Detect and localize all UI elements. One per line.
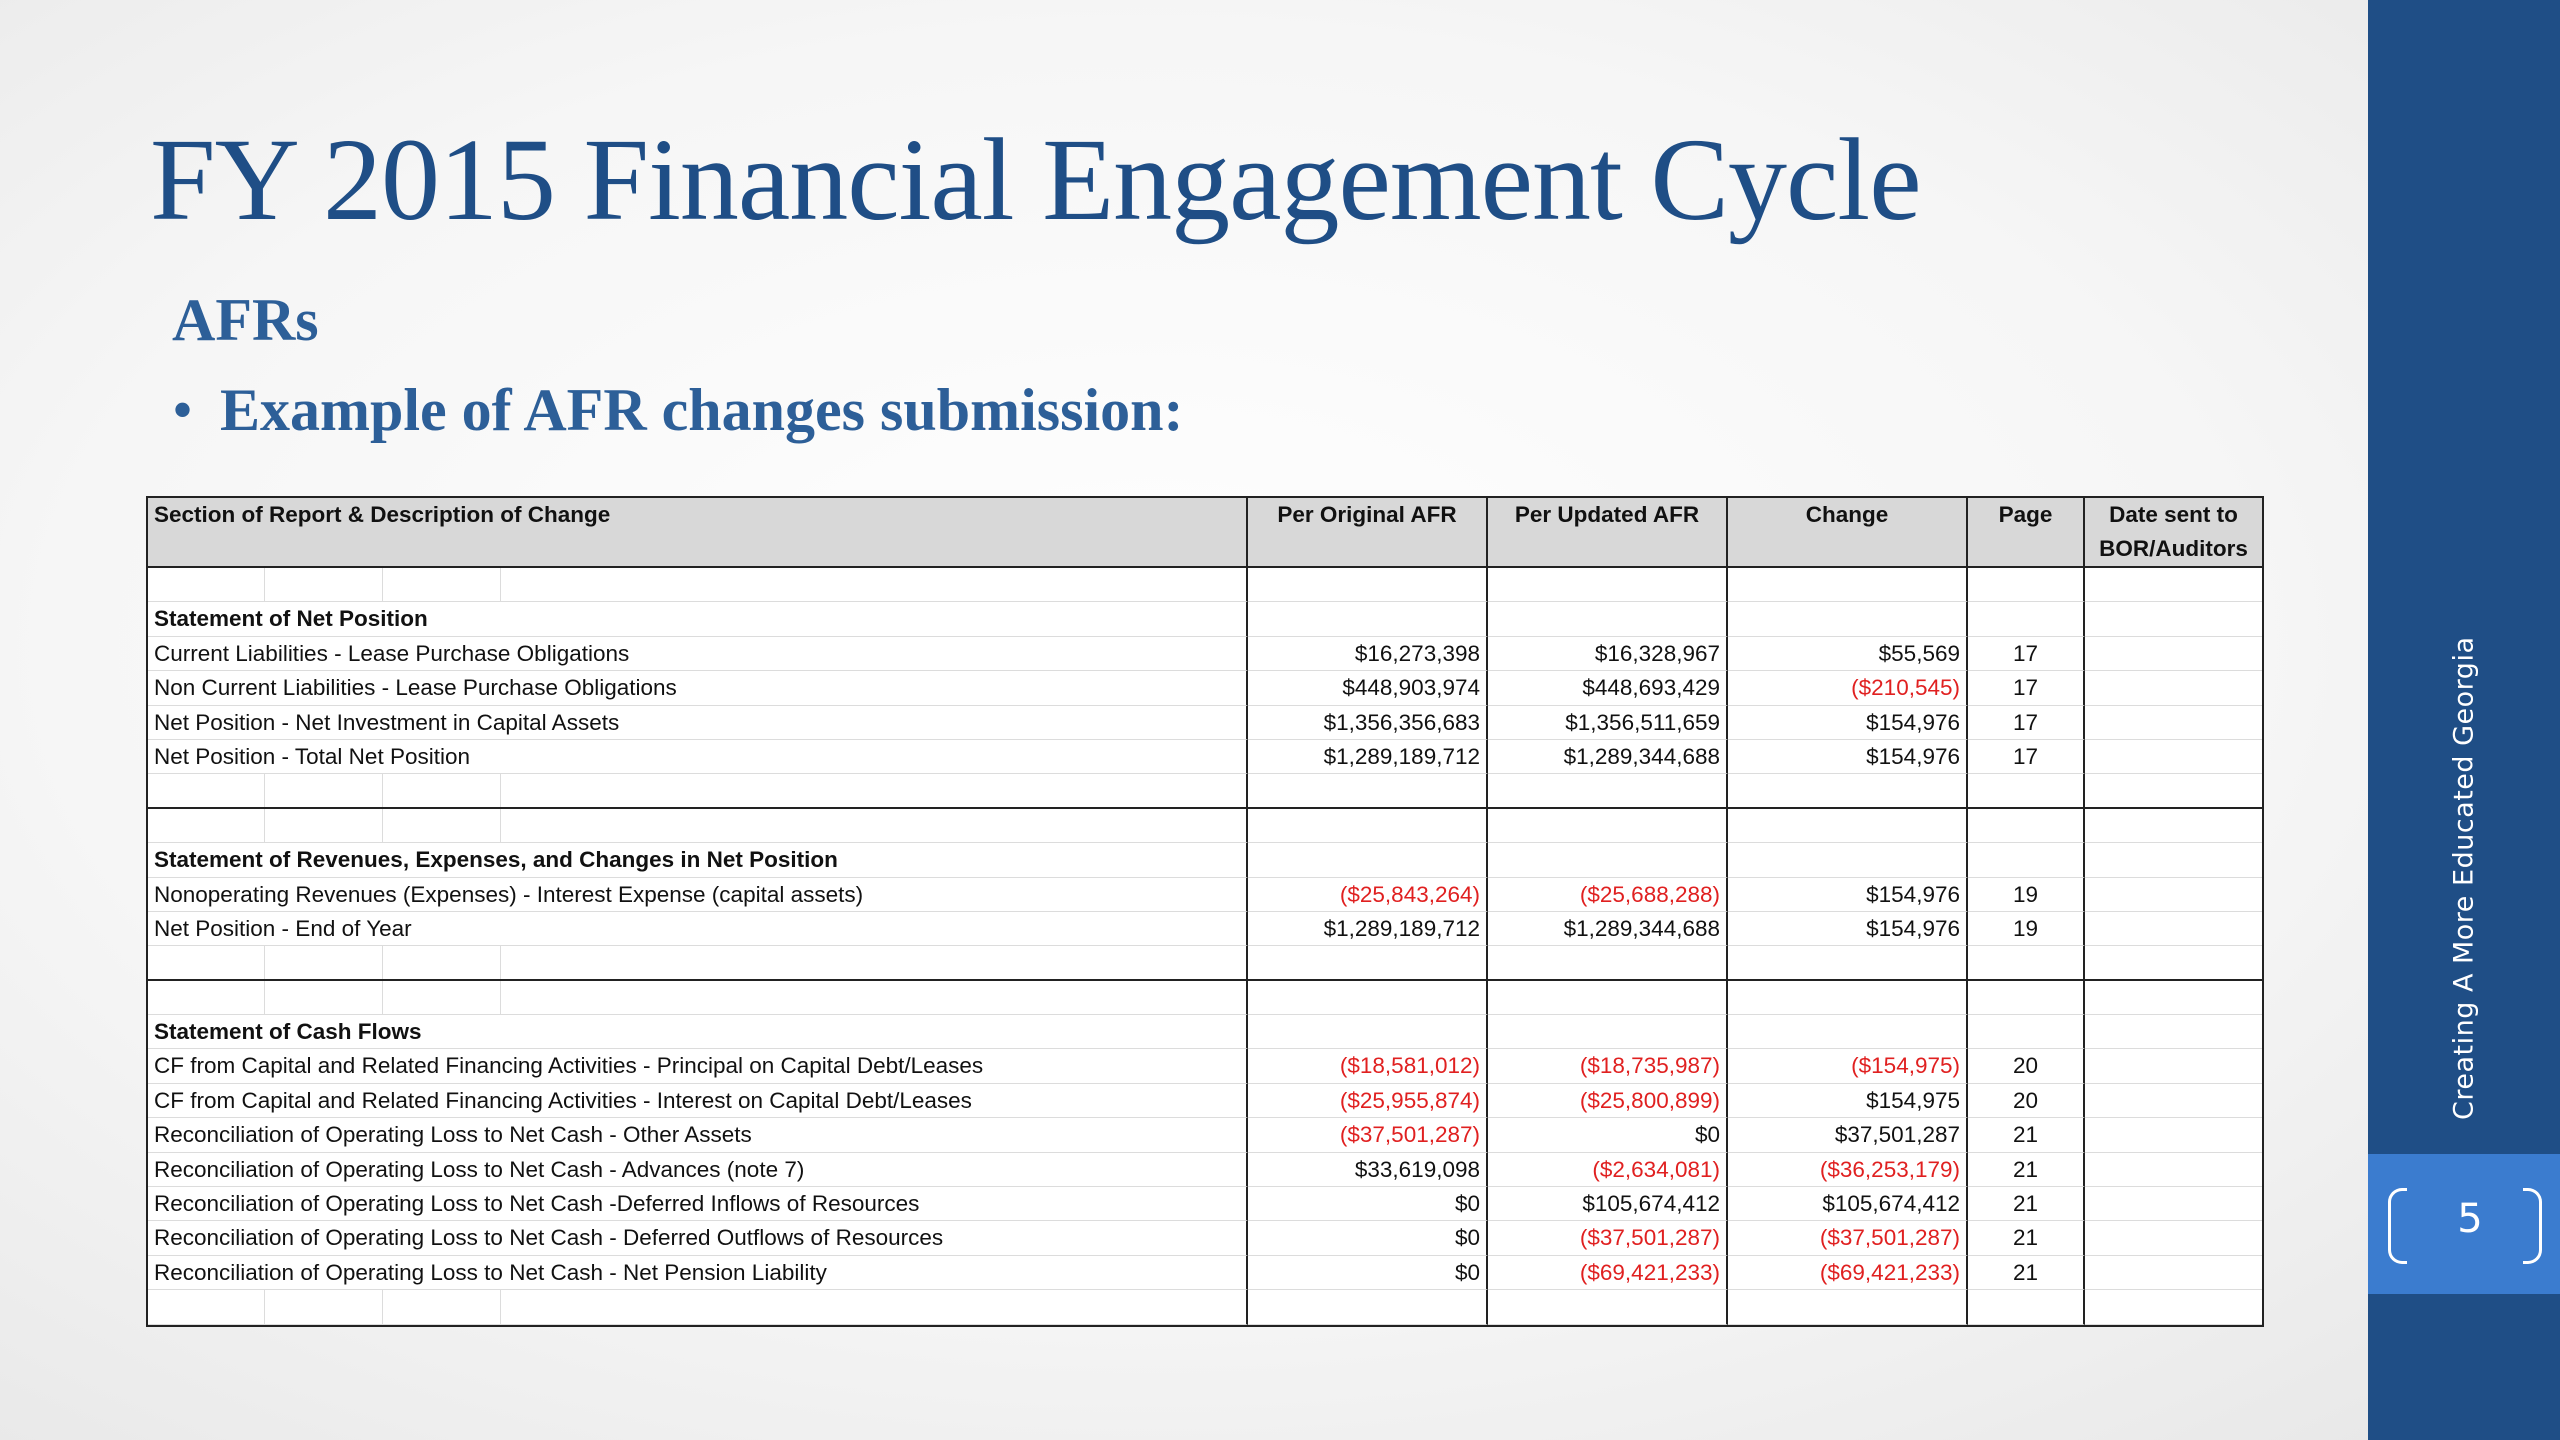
page-ref: 21 (1968, 1256, 2085, 1290)
empty-cell (148, 946, 1248, 980)
table-row (148, 1153, 2262, 1187)
table-row (148, 878, 2262, 912)
empty-cell (1248, 946, 1488, 980)
original-value: $0 (1248, 1221, 1488, 1255)
empty-cell (1728, 774, 1968, 808)
empty-cell (1728, 568, 1968, 602)
table-row (148, 1118, 2262, 1152)
table-body (148, 568, 2262, 1325)
page-ref: 17 (1968, 740, 2085, 774)
empty-cell (1728, 809, 1968, 843)
empty-cell (1248, 843, 1488, 877)
date-sent (2085, 671, 2262, 705)
original-value: $0 (1248, 1187, 1488, 1221)
bullet-text: Example of AFR changes submission: (220, 377, 1184, 443)
row-description: CF from Capital and Related Financing Activities - Principal on Capital Debt/Leases (148, 1049, 1248, 1083)
empty-cell (1968, 809, 2085, 843)
date-sent (2085, 878, 2262, 912)
empty-cell (1968, 946, 2085, 980)
empty-cell (1968, 1290, 2085, 1324)
table-row (148, 1049, 2262, 1083)
spacer-row (148, 809, 2262, 843)
row-description: Nonoperating Revenues (Expenses) - Interest Expense (capital assets) (148, 878, 1248, 912)
original-value: $1,289,189,712 (1248, 740, 1488, 774)
empty-cell (2085, 946, 2262, 980)
date-sent (2085, 1084, 2262, 1118)
empty-cell (2085, 843, 2262, 877)
empty-cell (2085, 602, 2262, 636)
row-description: CF from Capital and Related Financing Activities - Interest on Capital Debt/Leases (148, 1084, 1248, 1118)
row-description: Reconciliation of Operating Loss to Net Cash - Deferred Outflows of Resources (148, 1221, 1248, 1255)
date-sent (2085, 1187, 2262, 1221)
change-value: $154,976 (1728, 878, 1968, 912)
updated-value: ($25,688,288) (1488, 878, 1728, 912)
page-ref: 17 (1968, 637, 2085, 671)
empty-cell (2085, 981, 2262, 1015)
section-heading: Statement of Cash Flows (148, 1015, 1248, 1049)
table-row (148, 740, 2262, 774)
header-date: Date sent to BOR/Auditors (2085, 498, 2262, 568)
updated-value: $1,289,344,688 (1488, 912, 1728, 946)
empty-cell (148, 1290, 1248, 1324)
row-description: Reconciliation of Operating Loss to Net Cash - Net Pension Liability (148, 1256, 1248, 1290)
empty-cell (1488, 602, 1728, 636)
empty-cell (1488, 981, 1728, 1015)
right-bracket-icon (2523, 1188, 2542, 1264)
page-number: 5 (2457, 1196, 2483, 1242)
empty-cell (1968, 602, 2085, 636)
left-bracket-icon (2388, 1188, 2407, 1264)
bullet-item (172, 376, 1183, 445)
page-ref: 20 (1968, 1084, 2085, 1118)
original-value: ($25,843,264) (1248, 878, 1488, 912)
empty-cell (1728, 1290, 1968, 1324)
slide-title: FY 2015 Financial Engagement Cycle (150, 114, 1921, 245)
empty-cell (1968, 1015, 2085, 1049)
original-value: $16,273,398 (1248, 637, 1488, 671)
empty-cell (1968, 568, 2085, 602)
table-row (148, 1084, 2262, 1118)
row-description: Net Position - Total Net Position (148, 740, 1248, 774)
spacer-row (148, 981, 2262, 1015)
original-value: ($25,955,874) (1248, 1084, 1488, 1118)
updated-value: ($37,501,287) (1488, 1221, 1728, 1255)
empty-cell (1248, 568, 1488, 602)
empty-cell (2085, 809, 2262, 843)
page-ref: 19 (1968, 912, 2085, 946)
header-original: Per Original AFR (1248, 498, 1488, 568)
date-sent (2085, 637, 2262, 671)
section-heading-row (148, 602, 2262, 636)
empty-cell (1488, 843, 1728, 877)
updated-value: $1,356,511,659 (1488, 706, 1728, 740)
section-end-row (148, 1290, 2262, 1324)
empty-cell (1248, 774, 1488, 808)
updated-value: ($25,800,899) (1488, 1084, 1728, 1118)
row-description: Net Position - End of Year (148, 912, 1248, 946)
empty-cell (1488, 568, 1728, 602)
section-end-row (148, 946, 2262, 980)
date-sent (2085, 1256, 2262, 1290)
date-sent (2085, 912, 2262, 946)
section-heading: Statement of Revenues, Expenses, and Changes in Net Position (148, 843, 1248, 877)
empty-cell (148, 981, 1248, 1015)
original-value: $1,289,189,712 (1248, 912, 1488, 946)
updated-value: $105,674,412 (1488, 1187, 1728, 1221)
change-value: ($36,253,179) (1728, 1153, 1968, 1187)
empty-cell (1248, 1290, 1488, 1324)
change-value: ($154,975) (1728, 1049, 1968, 1083)
empty-cell (148, 774, 1248, 808)
empty-cell (2085, 1290, 2262, 1324)
empty-cell (1248, 981, 1488, 1015)
change-value: ($37,501,287) (1728, 1221, 1968, 1255)
original-value: $33,619,098 (1248, 1153, 1488, 1187)
change-value: ($210,545) (1728, 671, 1968, 705)
original-value: $1,356,356,683 (1248, 706, 1488, 740)
empty-cell (1488, 1015, 1728, 1049)
empty-cell (1728, 602, 1968, 636)
afr-changes-table (146, 496, 2264, 1327)
empty-cell (1488, 774, 1728, 808)
updated-value: $448,693,429 (1488, 671, 1728, 705)
table-row (148, 637, 2262, 671)
table-header-row (148, 498, 2262, 568)
change-value: $55,569 (1728, 637, 1968, 671)
empty-cell (1968, 774, 2085, 808)
page-ref: 21 (1968, 1153, 2085, 1187)
empty-cell (2085, 774, 2262, 808)
updated-value: ($18,735,987) (1488, 1049, 1728, 1083)
change-value: $154,975 (1728, 1084, 1968, 1118)
section-heading-row (148, 843, 2262, 877)
bullet-icon: • (172, 377, 194, 443)
page-ref: 17 (1968, 706, 2085, 740)
empty-cell (2085, 1015, 2262, 1049)
date-sent (2085, 1118, 2262, 1152)
original-value: $448,903,974 (1248, 671, 1488, 705)
empty-cell (1248, 809, 1488, 843)
table-row (148, 912, 2262, 946)
table-row (148, 706, 2262, 740)
date-sent (2085, 1049, 2262, 1083)
empty-cell (1728, 1015, 1968, 1049)
change-value: $105,674,412 (1728, 1187, 1968, 1221)
empty-cell (1488, 1290, 1728, 1324)
empty-cell (1728, 946, 1968, 980)
page-ref: 21 (1968, 1118, 2085, 1152)
date-sent (2085, 740, 2262, 774)
section-heading-row (148, 1015, 2262, 1049)
date-sent (2085, 1153, 2262, 1187)
row-description: Reconciliation of Operating Loss to Net Cash -Deferred Inflows of Resources (148, 1187, 1248, 1221)
table-row (148, 671, 2262, 705)
change-value: $154,976 (1728, 912, 1968, 946)
page-ref: 21 (1968, 1221, 2085, 1255)
section-end-row (148, 774, 2262, 808)
updated-value: $16,328,967 (1488, 637, 1728, 671)
empty-cell (1728, 981, 1968, 1015)
spacer-row (148, 568, 2262, 602)
table-row (148, 1256, 2262, 1290)
empty-cell (1488, 809, 1728, 843)
row-description: Net Position - Net Investment in Capital Assets (148, 706, 1248, 740)
change-value: $37,501,287 (1728, 1118, 1968, 1152)
change-value: $154,976 (1728, 740, 1968, 774)
page-ref: 20 (1968, 1049, 2085, 1083)
empty-cell (2085, 568, 2262, 602)
original-value: ($37,501,287) (1248, 1118, 1488, 1152)
page-ref: 21 (1968, 1187, 2085, 1221)
date-sent (2085, 706, 2262, 740)
section-heading: Statement of Net Position (148, 602, 1248, 636)
original-value: $0 (1248, 1256, 1488, 1290)
row-description: Current Liabilities - Lease Purchase Obligations (148, 637, 1248, 671)
page-ref: 19 (1968, 878, 2085, 912)
date-sent (2085, 1221, 2262, 1255)
side-label-container (2368, 636, 2560, 1120)
updated-value: ($2,634,081) (1488, 1153, 1728, 1187)
table-row (148, 1221, 2262, 1255)
empty-cell (1488, 946, 1728, 980)
original-value: ($18,581,012) (1248, 1049, 1488, 1083)
empty-cell (148, 568, 1248, 602)
change-value: ($69,421,233) (1728, 1256, 1968, 1290)
row-description: Reconciliation of Operating Loss to Net Cash - Other Assets (148, 1118, 1248, 1152)
change-value: $154,976 (1728, 706, 1968, 740)
empty-cell (1248, 1015, 1488, 1049)
table-row (148, 1187, 2262, 1221)
empty-cell (1728, 843, 1968, 877)
side-tagline: Creating A More Educated Georgia (2448, 636, 2480, 1120)
updated-value: $0 (1488, 1118, 1728, 1152)
row-description: Reconciliation of Operating Loss to Net Cash - Advances (note 7) (148, 1153, 1248, 1187)
empty-cell (1968, 843, 2085, 877)
updated-value: ($69,421,233) (1488, 1256, 1728, 1290)
header-change: Change (1728, 498, 1968, 568)
row-description: Non Current Liabilities - Lease Purchase Obligations (148, 671, 1248, 705)
header-section: Section of Report & Description of Change (148, 498, 1248, 568)
slide-subtitle: AFRs (172, 287, 319, 353)
empty-cell (148, 809, 1248, 843)
updated-value: $1,289,344,688 (1488, 740, 1728, 774)
empty-cell (1968, 981, 2085, 1015)
header-updated: Per Updated AFR (1488, 498, 1728, 568)
page-ref: 17 (1968, 671, 2085, 705)
empty-cell (1248, 602, 1488, 636)
header-page: Page (1968, 498, 2085, 568)
